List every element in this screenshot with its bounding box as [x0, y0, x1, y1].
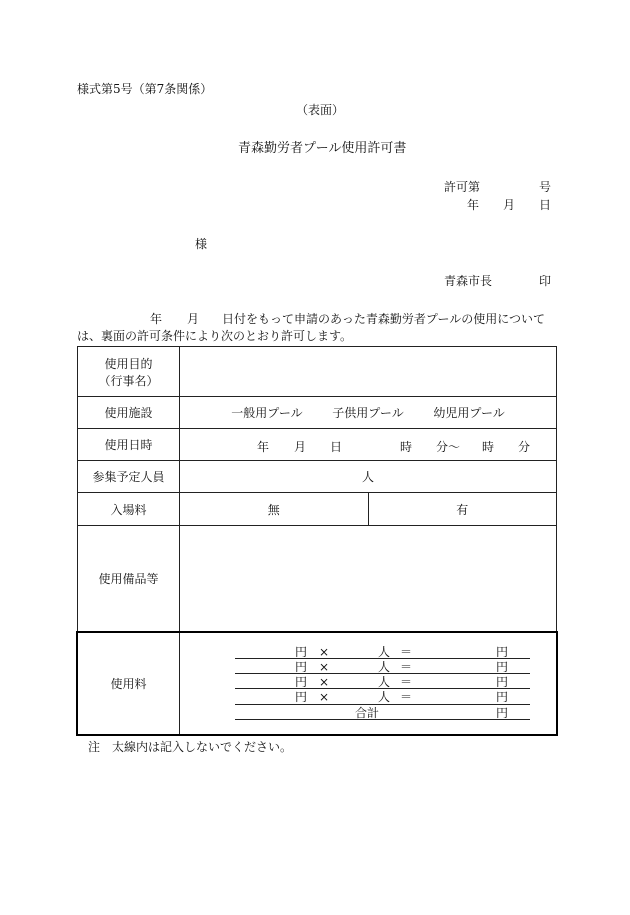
fee-person: 人: [378, 660, 391, 674]
fee-total-unit: 円: [496, 706, 509, 720]
fee-line: [235, 673, 530, 674]
permit-table: [77, 346, 557, 736]
body-month: 月: [187, 312, 200, 326]
fee-yen: 円: [295, 690, 308, 704]
fee-yen-total: 円: [496, 675, 509, 689]
fee-person: 人: [378, 675, 391, 689]
participants-unit[interactable]: 人: [180, 461, 557, 493]
row-facility: [78, 397, 557, 429]
admission-yes[interactable]: 有: [456, 502, 469, 517]
page-title: 青森勤労者プール使用許可書: [238, 141, 407, 156]
fee-line: [235, 704, 530, 705]
datetime-day: 日: [330, 440, 343, 454]
row-purpose: [78, 347, 557, 397]
fee-equals: ＝: [400, 690, 413, 704]
row-datetime: [78, 429, 557, 461]
datetime-hour-end: 時: [482, 440, 495, 454]
facility-option-infant[interactable]: 幼児用プール: [433, 406, 505, 420]
fee-yen: 円: [295, 660, 308, 674]
admission-none[interactable]: 無: [180, 493, 369, 525]
issue-day: 日: [539, 198, 552, 212]
purpose-value[interactable]: [180, 347, 557, 397]
body-line1: 日付をもって申請のあった青森勤労者プールの使用について: [222, 312, 546, 326]
datetime-minute-end: 分: [518, 440, 531, 454]
equipment-value[interactable]: [180, 526, 557, 632]
fee-times: ×: [319, 675, 330, 689]
fee-times: ×: [319, 645, 330, 659]
equipment-label: 使用備品等: [78, 526, 180, 632]
purpose-label-1: 使用目的: [104, 356, 153, 371]
fee-yen-total: 円: [496, 660, 509, 674]
form-side: （表面）: [296, 103, 345, 117]
purpose-label: [78, 347, 180, 397]
fee-label: 使用料: [78, 632, 180, 736]
body-line2: は、裏面の許可条件により次のとおり許可します。: [77, 329, 353, 343]
permit-number-label: 許可第: [444, 180, 481, 194]
row-participants: [78, 461, 557, 493]
fee-line: [235, 719, 530, 720]
datetime-hour-start: 時: [400, 440, 413, 454]
fee-total-label: 合計: [355, 706, 380, 720]
fee-equals: ＝: [400, 675, 413, 689]
issue-month: 月: [503, 198, 516, 212]
issue-year: 年: [467, 198, 480, 212]
admission-value: [180, 493, 557, 526]
facility-option-children[interactable]: 子供用プール: [332, 406, 404, 420]
issuer: 青森市長: [444, 274, 493, 288]
facility-option-general[interactable]: 一般用プール: [231, 406, 303, 420]
fee-yen: 円: [295, 675, 308, 689]
row-admission: [78, 493, 557, 526]
fee-line: [235, 688, 530, 689]
seal: 印: [539, 274, 552, 288]
body-year: 年: [150, 312, 163, 326]
datetime-minute-start: 分〜: [436, 440, 461, 454]
datetime-year: 年: [257, 440, 270, 454]
fee-yen-total: 円: [496, 645, 509, 659]
recipient-suffix: 様: [195, 237, 208, 251]
fee-yen-total: 円: [496, 690, 509, 704]
footer-note: 注 太線内は記入しないでください。: [88, 740, 293, 754]
fee-line: [235, 658, 530, 659]
permit-number-suffix: 号: [539, 180, 552, 194]
facility-value: [180, 397, 557, 429]
fee-person: 人: [378, 645, 391, 659]
purpose-label-2: （行事名）: [98, 373, 159, 388]
fee-times: ×: [319, 690, 330, 704]
fee-equals: ＝: [400, 660, 413, 674]
participants-label: 参集予定人員: [78, 461, 180, 493]
row-equipment: [78, 526, 557, 632]
admission-label: 入場料: [78, 493, 180, 526]
form-number: 様式第5号（第7条関係）: [77, 82, 213, 96]
datetime-label: 使用日時: [78, 429, 180, 461]
datetime-value[interactable]: [180, 429, 557, 461]
fee-equals: ＝: [400, 645, 413, 659]
fee-times: ×: [319, 660, 330, 674]
fee-person: 人: [378, 690, 391, 704]
datetime-month: 月: [294, 440, 307, 454]
fee-yen: 円: [295, 645, 308, 659]
facility-label: 使用施設: [78, 397, 180, 429]
